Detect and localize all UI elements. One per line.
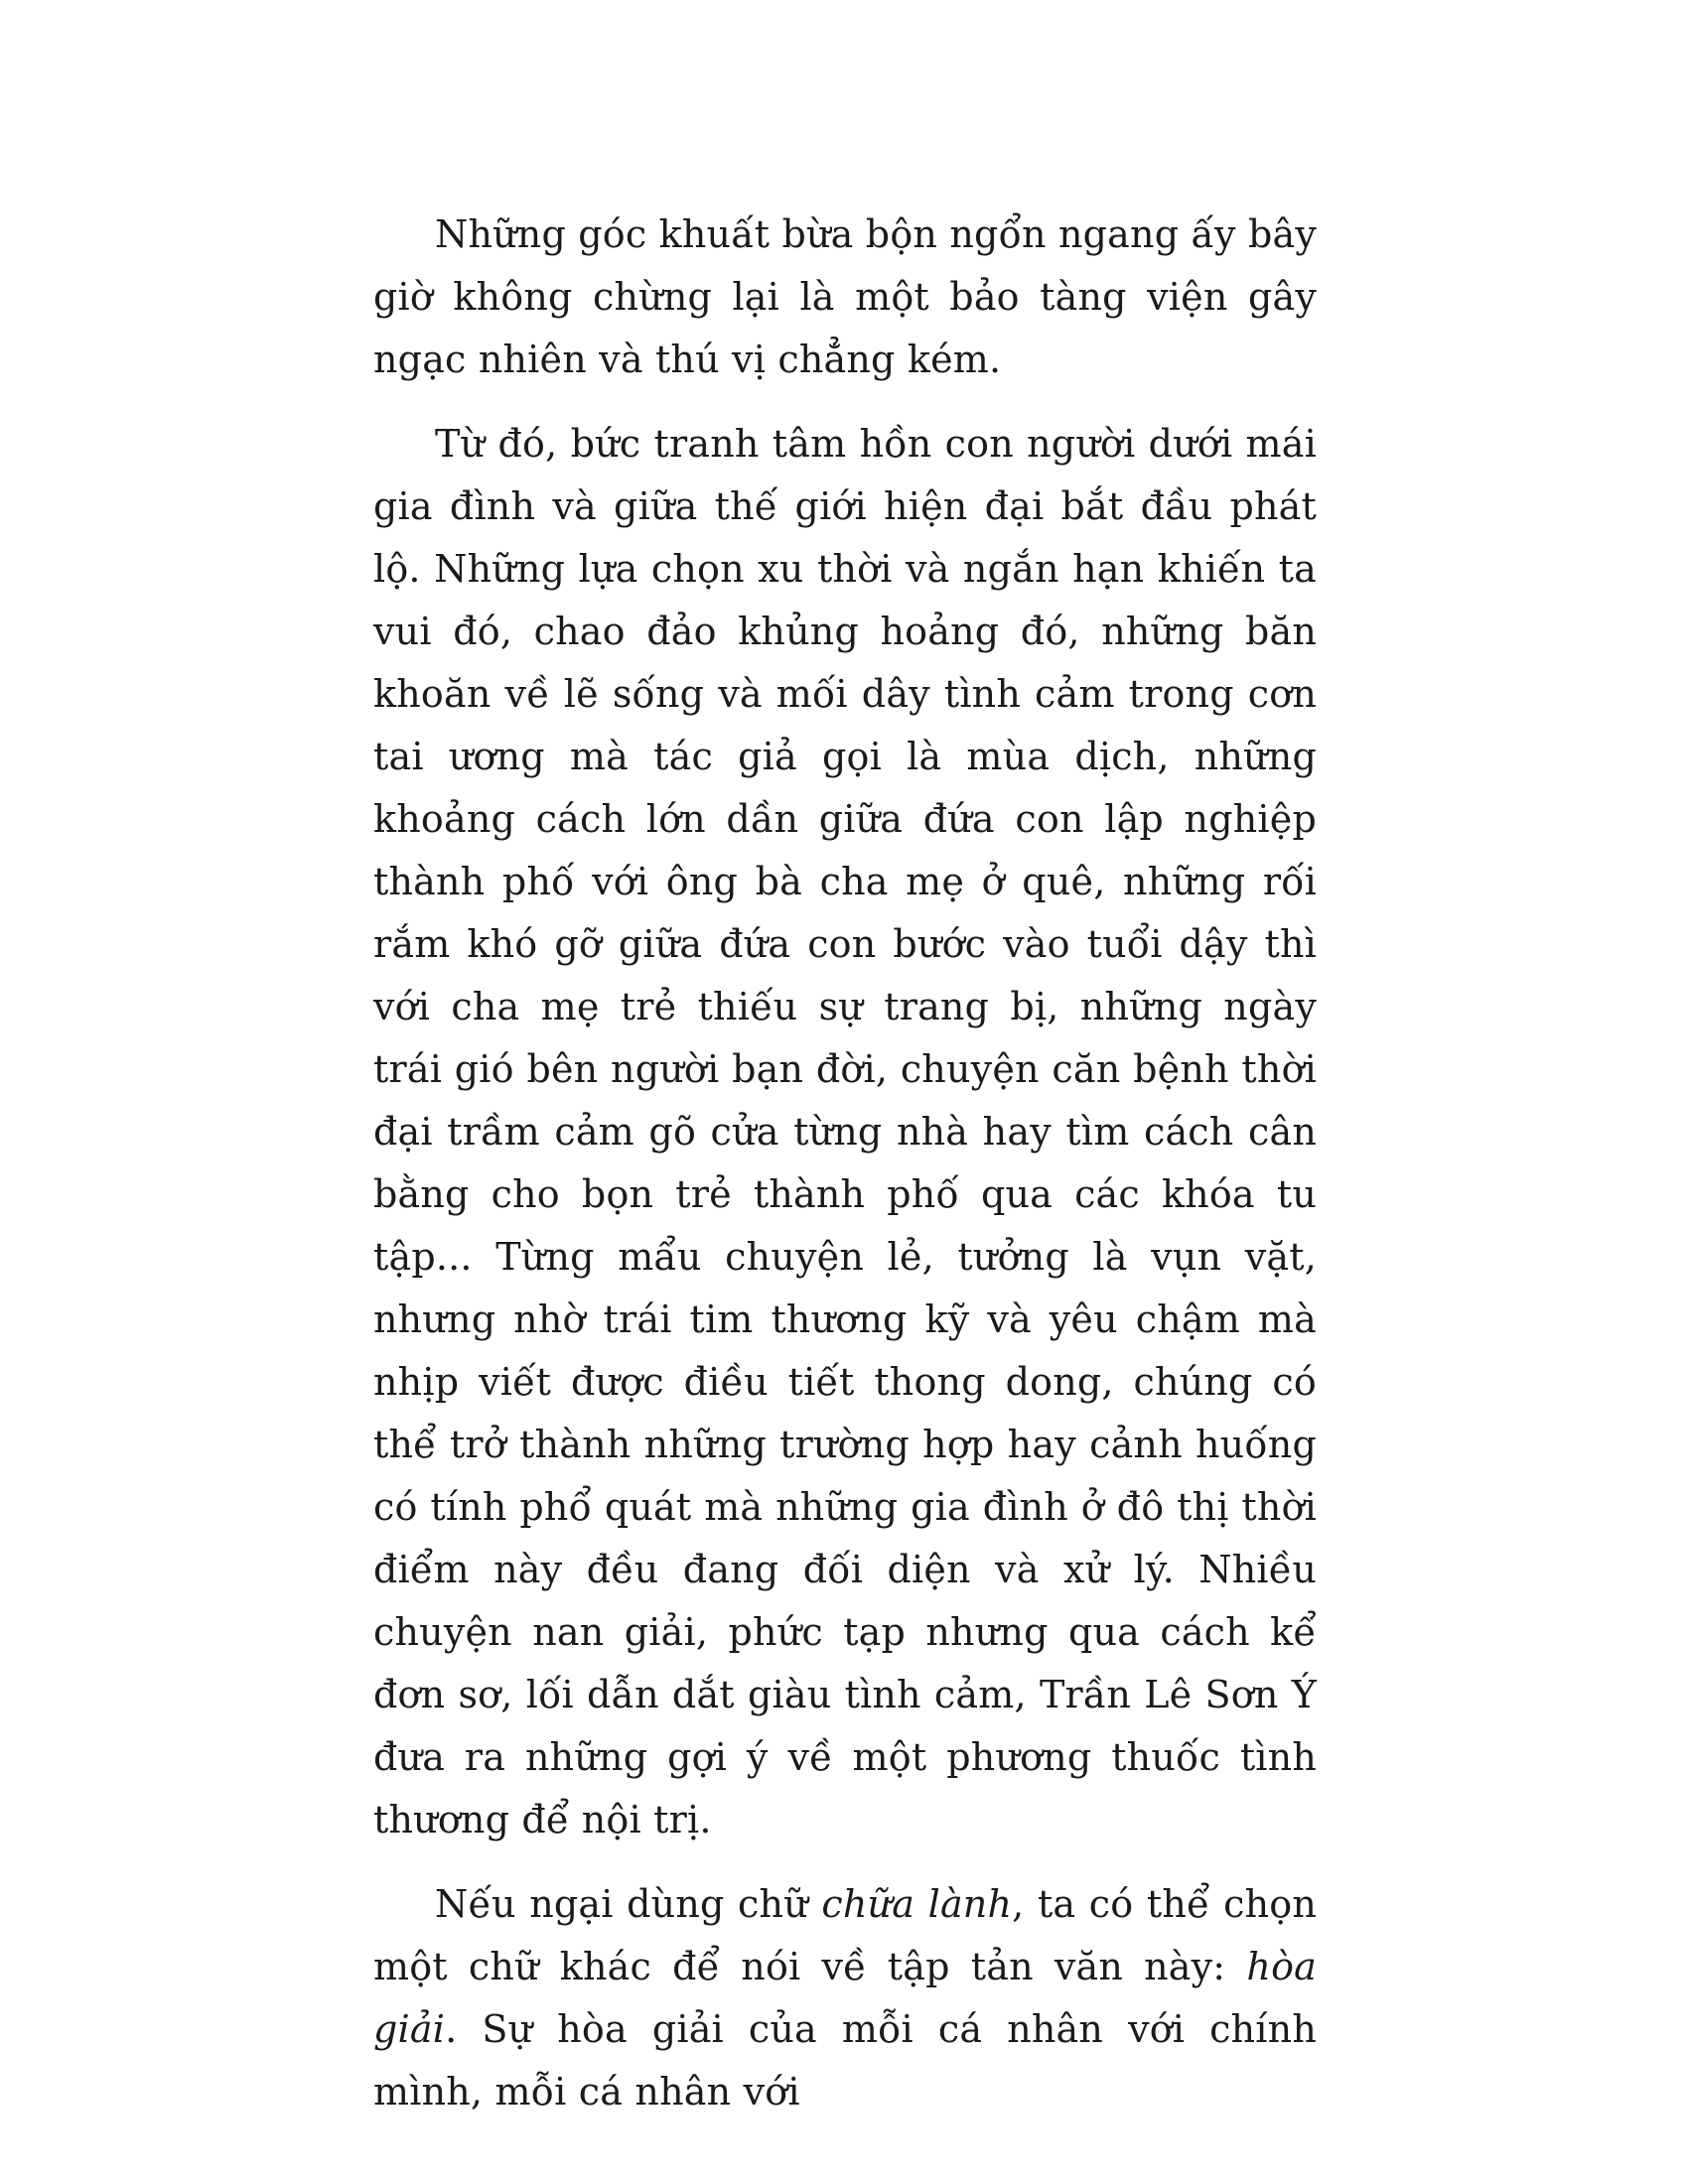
paragraph-3-text-b: , ta có thể chọn một chữ khác để nói về tập tản văn này: <box>373 1882 1317 1988</box>
page-body <box>373 204 1317 2145</box>
paragraph-2: Từ đó, bức tranh tâm hồn con người dưới mái gia đình và giữa thế giới hiện đại bắt đầu phát lộ. Những lựa chọn xu thời và ngắn hạn khiến ta vui đó, chao đảo khủng hoảng đó, những băn khoăn về lẽ sống và mối dây tình cảm trong cơn tai ương mà tác giả gọi là mùa dịch, những khoảng cách lớn dần giữa đứa con lập nghiệp thành phố với ông bà cha mẹ ở quê, những rối rắm khó gỡ giữa đứa con bước vào tuổi dậy thì với cha mẹ trẻ thiếu sự trang bị, những ngày trái gió bên người bạn đời, chuyện căn bệnh thời đại trầm cảm gõ cửa từng nhà hay tìm cách cân bằng cho bọn trẻ thành phố qua các khóa tu tập... Từng mẩu chuyện lẻ, tưởng là vụn vặt, nhưng nhờ trái tim thương kỹ và yêu chậm mà nhịp viết được điều tiết thong dong, chúng có thể trở thành những trường hợp hay cảnh huống có tính phổ quát mà những gia đình ở đô thị thời điểm này đều đang đối diện và xử lý. Nhiều chuyện nan giải, phức tạp nhưng qua cách kể đơn sơ, lối dẫn dắt giàu tình cảm, Trần Lê Sơn Ý đưa ra những gợi ý về một phương thuốc tình thương để nội trị. <box>373 422 1317 1842</box>
paragraph-3-text-a: Nếu ngại dùng chữ <box>435 1882 822 1926</box>
paragraph-3-italic-b: hòa giải <box>373 1945 1317 2051</box>
paragraph-3 <box>373 1873 1317 2123</box>
paragraph-3-italic-a: chữa lành <box>821 1882 1013 1926</box>
paragraph-3-text-c: . Sự hòa giải của mỗi cá nhân với chính mình, mỗi cá nhân với <box>373 2007 1317 2114</box>
paragraph-1: Những góc khuất bừa bộn ngổn ngang ấy bây giờ không chừng lại là một bảo tàng viện gây ngạc nhiên và thú vị chẳng kém. <box>373 212 1317 381</box>
